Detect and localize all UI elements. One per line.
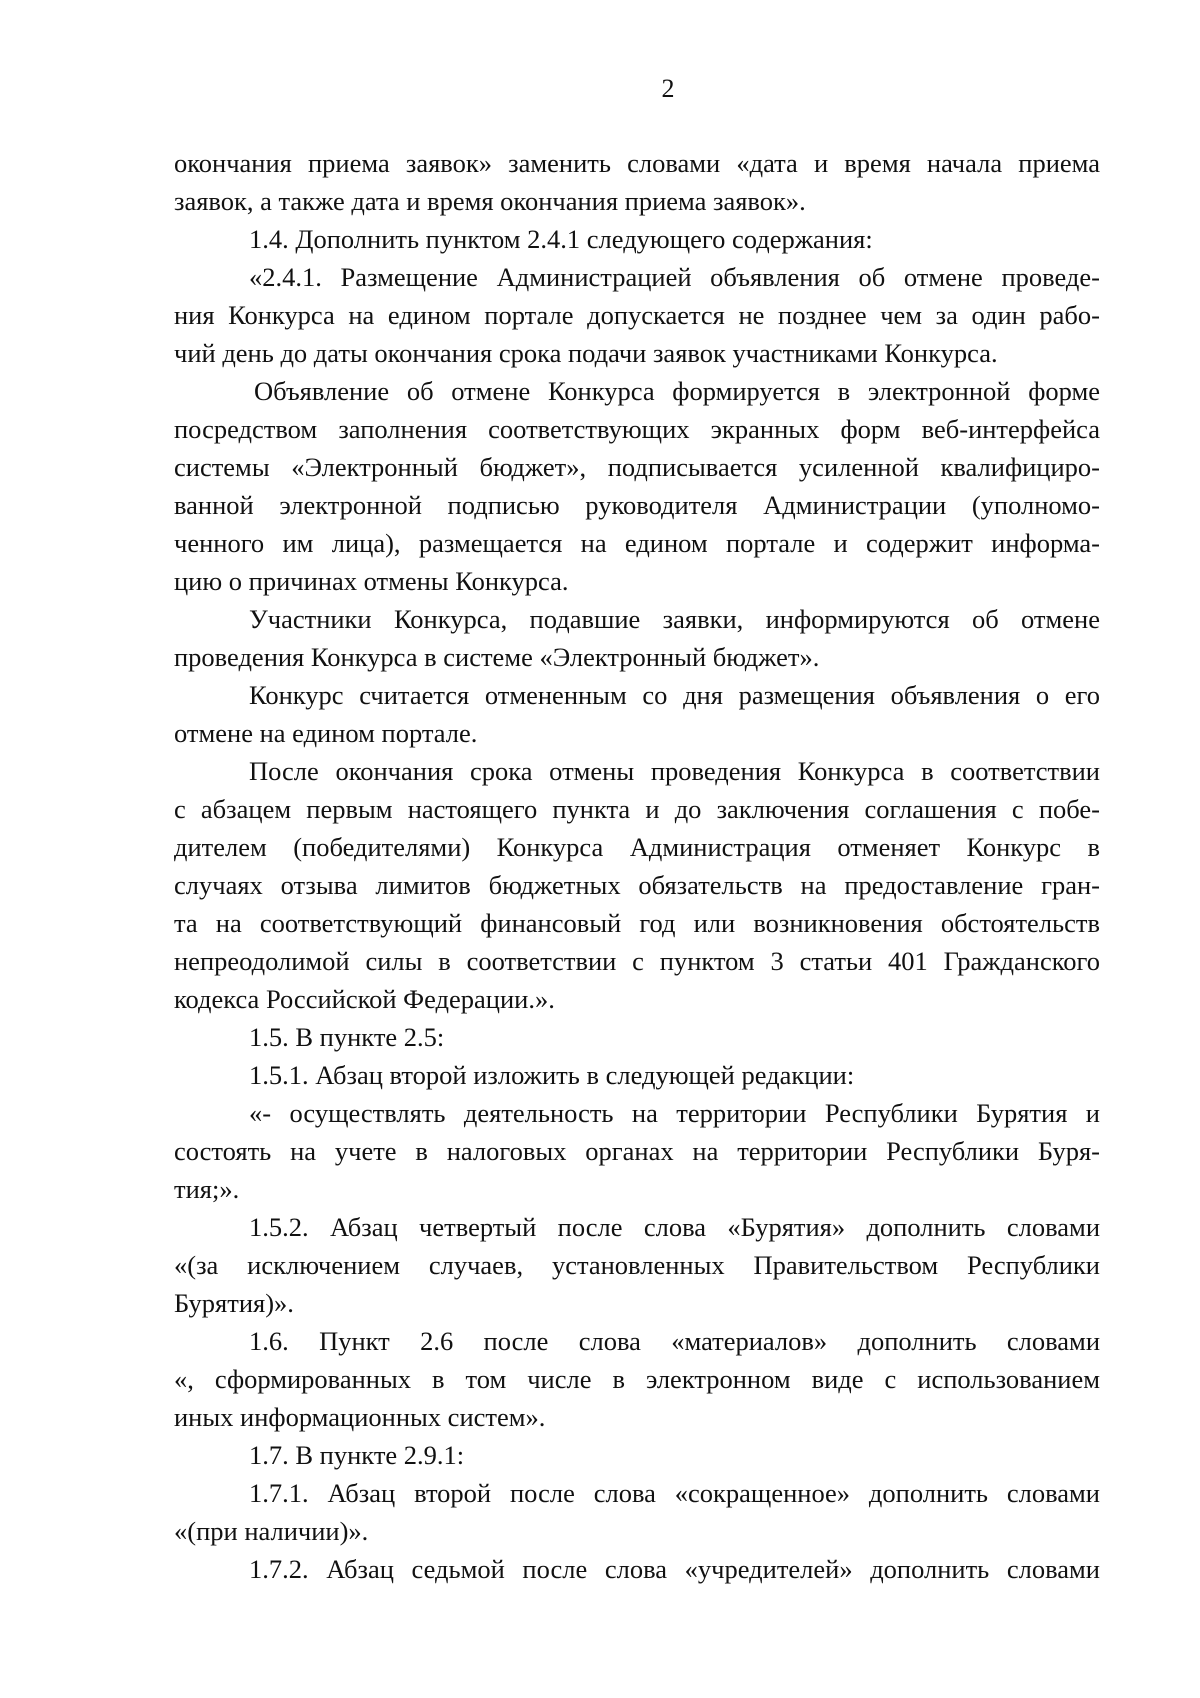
text-line: случаях отзыва лимитов бюджетных обязательств на предоставление гран- xyxy=(174,870,1100,900)
text-line: цию о причинах отмены Конкурса. xyxy=(174,566,569,596)
text-line: дителем (победителями) Конкурса Администрация отменяет Конкурс в xyxy=(174,832,1100,862)
text-line: чий день до даты окончания срока подачи заявок участниками Конкурса. xyxy=(174,338,998,368)
text-line: ванной электронной подписью руководителя Администрации (уполномо- xyxy=(174,490,1100,520)
text-line: Бурятия)». xyxy=(174,1288,294,1318)
text-line: тия;». xyxy=(174,1174,240,1204)
text-line: та на соответствующий финансовый год или возникновения обстоятельств xyxy=(174,908,1100,938)
text-line: «- осуществлять деятельность на территории Республики Бурятия и xyxy=(249,1098,1100,1128)
text-line: 1.7. В пункте 2.9.1: xyxy=(249,1440,465,1470)
text-line: Объявление об отмене Конкурса формируется в электронной форме xyxy=(254,376,1100,406)
text-line: 1.5. В пункте 2.5: xyxy=(249,1022,445,1052)
text-line: 1.5.1. Абзац второй изложить в следующей редакции: xyxy=(249,1060,855,1090)
text-line: После окончания срока отмены проведения Конкурса в соответствии xyxy=(249,756,1100,786)
text-line: проведения Конкурса в системе «Электронный бюджет». xyxy=(174,642,820,672)
text-line: отмене на едином портале. xyxy=(174,718,478,748)
text-line: 1.7.2. Абзац седьмой после слова «учредителей» дополнить словами xyxy=(249,1554,1100,1584)
text-line: Конкурс считается отмененным со дня размещения объявления о его xyxy=(249,680,1100,710)
text-line: посредством заполнения соответствующих экранных форм веб-интерфейса xyxy=(174,414,1100,444)
text-line: «(при наличии)». xyxy=(174,1516,369,1546)
text-line: ния Конкурса на едином портале допускается не позднее чем за один рабо- xyxy=(174,300,1100,330)
text-line: 1.6. Пункт 2.6 после слова «материалов» дополнить словами xyxy=(249,1326,1100,1356)
text-line: 1.4. Дополнить пунктом 2.4.1 следующего содержания: xyxy=(249,224,873,254)
text-line: заявок, а также дата и время окончания приема заявок». xyxy=(174,186,806,216)
text-line: «, сформированных в том числе в электронном виде с использованием xyxy=(174,1364,1100,1394)
text-line: иных информационных систем». xyxy=(174,1402,546,1432)
text-line: 1.5.2. Абзац четвертый после слова «Бурятия» дополнить словами xyxy=(249,1212,1100,1242)
text-line: кодекса Российской Федерации.». xyxy=(174,984,555,1014)
text-line: системы «Электронный бюджет», подписывается усиленной квалифициро- xyxy=(174,452,1100,482)
text-line: «(за исключением случаев, установленных Правительством Республики xyxy=(174,1250,1100,1280)
text-line: состоять на учете в налоговых органах на территории Республики Буря- xyxy=(174,1136,1100,1166)
text-line: 1.7.1. Абзац второй после слова «сокращенное» дополнить словами xyxy=(249,1478,1100,1508)
text-line: «2.4.1. Размещение Администрацией объявления об отмене проведе- xyxy=(249,262,1100,292)
text-line: с абзацем первым настоящего пункта и до заключения соглашения с побе- xyxy=(174,794,1100,824)
text-line: Участники Конкурса, подавшие заявки, информируются об отмене xyxy=(249,604,1100,634)
text-line: ченного им лица), размещается на едином портале и содержит информа- xyxy=(174,528,1100,558)
text-line: окончания приема заявок» заменить словами «дата и время начала приема xyxy=(174,148,1100,178)
document-body xyxy=(174,144,1100,1588)
text-line: непреодолимой силы в соответствии с пунктом 3 статьи 401 Гражданского xyxy=(174,946,1100,976)
page-number: 2 xyxy=(661,74,675,103)
